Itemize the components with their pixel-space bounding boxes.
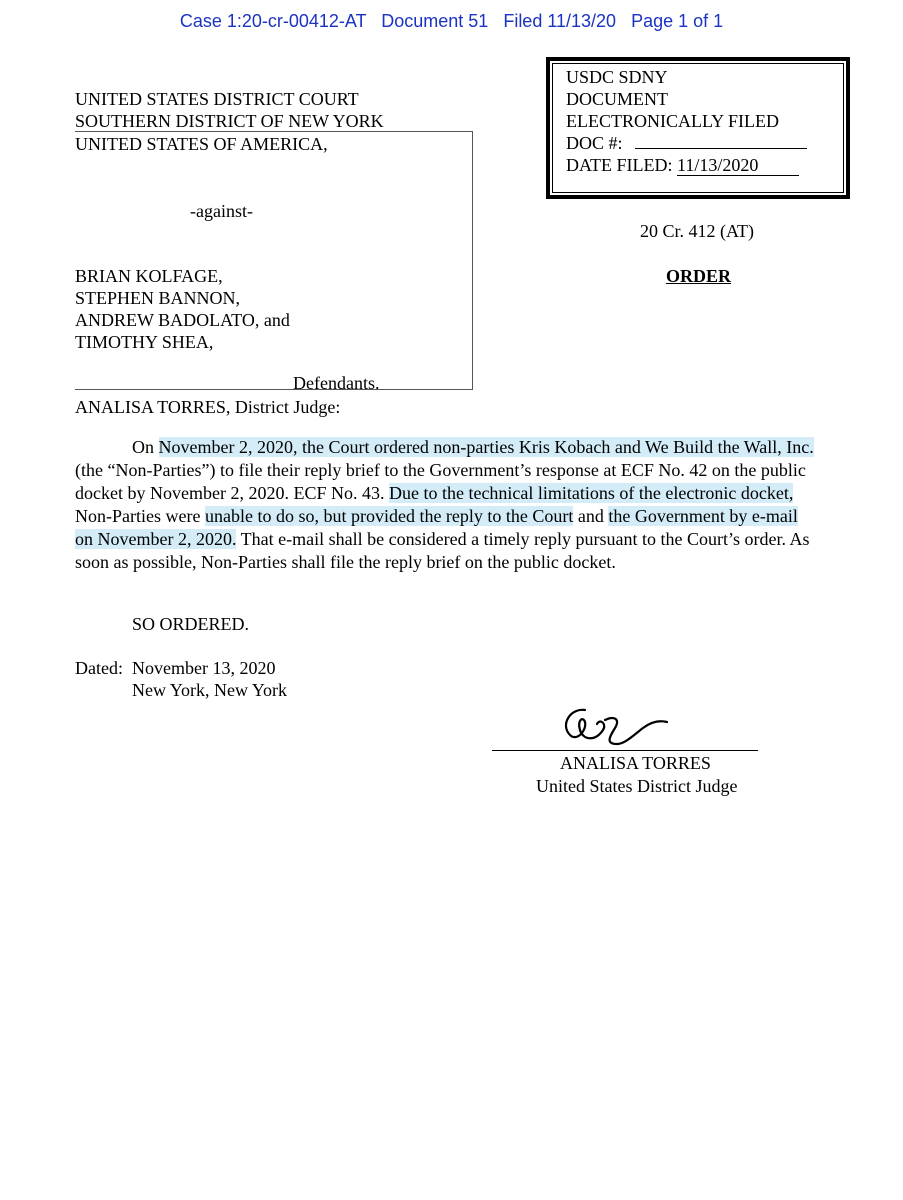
order-title: ORDER [666, 266, 732, 286]
defendant-3: ANDREW BADOLATO, and [75, 310, 290, 330]
body-highlight-2: Due to the technical limitations of the electronic docket, [388, 483, 794, 503]
stamp-line2: DOCUMENT [566, 89, 668, 109]
stamp-date-value-wrap [677, 156, 799, 176]
stamp-doc-number [566, 132, 807, 154]
against-label: -against- [190, 201, 253, 221]
defendants-label: Defendants. [293, 373, 380, 393]
dated-label: Dated: [75, 658, 123, 678]
body-text-g: and [573, 506, 609, 526]
stamp-doc-blank [635, 134, 807, 149]
judge-signature [555, 700, 675, 750]
stamp-date-filed [566, 154, 799, 176]
court-name-line2: SOUTHERN DISTRICT OF NEW YORK [75, 111, 384, 131]
body-highlight-1: November 2, 2020, the Court ordered non-parties Kris Kobach and We Build the Wall, Inc. [158, 437, 814, 457]
order-body-paragraph [75, 436, 815, 574]
body-text-e: Non-Parties were [75, 506, 205, 526]
body-text-c: (the “Non-Parties”) to file their reply brief to the Government’s response at ECF No. 42 on the public docket by November 2, 2020. ECF No. 43. [75, 460, 806, 503]
signer-name: ANALISA TORRES [560, 753, 711, 773]
body-highlight-3: unable to do so, but provided the reply to the Court [204, 506, 574, 526]
body-text-i: That e-mail shall be considered a timely reply pursuant to the Court’s order. As soon as possible, Non-Parties shall file the reply brief on the public docket. [75, 529, 810, 572]
dated-place: New York, New York [132, 680, 288, 700]
so-ordered: SO ORDERED. [132, 614, 250, 634]
body-text-a: On [132, 437, 159, 457]
defendant-2: STEPHEN BANNON, [75, 288, 241, 308]
signature-line [492, 750, 758, 751]
defendant-4: TIMOTHY SHEA, [75, 332, 214, 352]
stamp-line1: USDC SDNY [566, 67, 668, 87]
case-header: Case 1:20-cr-00412-AT Document 51 Filed 11/13/20 Page 1 of 1 [179, 11, 724, 31]
dated-date: November 13, 2020 [132, 658, 276, 678]
stamp-doc-label: DOC #: [566, 133, 623, 153]
defendant-1: BRIAN KOLFAGE, [75, 266, 223, 286]
case-number: 20 Cr. 412 (AT) [640, 221, 754, 241]
stamp-line3: ELECTRONICALLY FILED [566, 111, 780, 131]
body-highlight-4: the Government by e-mail on November 2, 2020. [75, 506, 798, 549]
plaintiff-name: UNITED STATES OF AMERICA, [75, 134, 328, 154]
judge-intro: ANALISA TORRES, District Judge: [75, 397, 341, 417]
stamp-date-label: DATE FILED: [566, 155, 673, 175]
signer-title: United States District Judge [536, 776, 738, 796]
stamp-date-value: 11/13/2020 [677, 155, 759, 175]
court-name-line1: UNITED STATES DISTRICT COURT [75, 89, 359, 109]
